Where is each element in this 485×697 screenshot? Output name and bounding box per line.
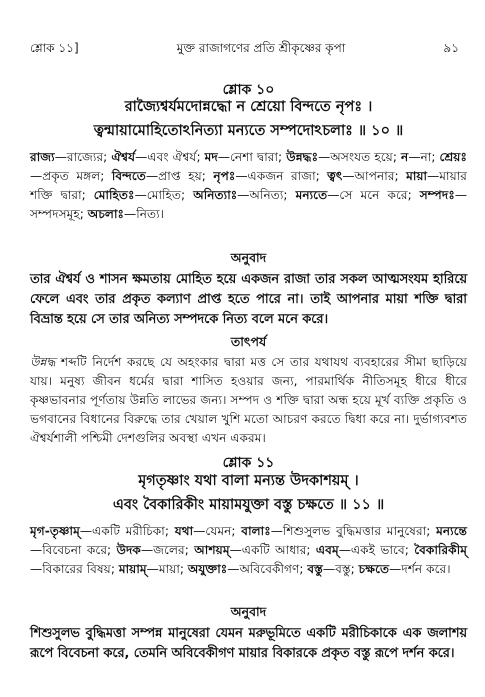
synonym-term: আশয়ম্ bbox=[194, 543, 230, 557]
synonym-meaning: একটি আধার; bbox=[241, 543, 316, 557]
synonym-term: মায়া bbox=[406, 169, 428, 183]
synonym-term: বিন্দতে bbox=[111, 169, 146, 183]
verse-11-translation-label: অনুবাদ bbox=[230, 604, 267, 619]
synonym-term: নৃপঃ bbox=[213, 169, 236, 183]
synonym-meaning: নেশা দ্বারা; bbox=[229, 150, 287, 164]
synonym-meaning: বিবেচনা করে; bbox=[42, 543, 117, 557]
verse-11-line-2: এবং বৈকারিকীং মায়ামযুক্তা বস্তু চক্ষতে ॥ ১১ ॥ bbox=[112, 497, 385, 513]
synonym-term: সম্পদঃ bbox=[419, 188, 455, 202]
synonym-term: মায়াম্ bbox=[118, 562, 147, 576]
synonym-term: ত্বৎ bbox=[327, 169, 343, 183]
synonym-meaning: অবিবেকীগণ; bbox=[239, 562, 308, 576]
verse-10-synonyms: রাজ্য—রাজ্যের; ঐশ্বর্য—এবং ঐশ্বর্য; মদ—নেশা দ্বারা; উন্নদ্ধঃ—অসংযত হয়ে; ন—না; শ্রেয়ঃ—প্রকৃত মঙ্গল; বিন্দতে—প্রাপ্ত হয়; নৃপঃ—একজন রাজা; ত্বৎ—আপনার; মায়া—মায়ার শক্তি দ্বারা; মোহিতঃ—মোহিত; অনিত্যাঃ—অনিত্য; মন্যতে—সে মনে করে; সম্পদঃ—সম্পদসমূহ; অচলাঃ—নিত্য। bbox=[30, 150, 468, 221]
header-verse-ref: শ্লোক ১১] bbox=[30, 41, 79, 55]
synonym-meaning: রাজ্যের; bbox=[66, 150, 112, 164]
synonym-term: রাজ্য bbox=[30, 150, 55, 164]
synonym-term: শ্রেয়ঃ bbox=[439, 150, 467, 164]
synonym-meaning: এবং ঐশ্বর্য; bbox=[147, 150, 205, 164]
page-number: ৯১ bbox=[443, 41, 459, 55]
synonym-term: মদ bbox=[204, 150, 218, 164]
synonym-term: চক্ষতে bbox=[358, 562, 390, 576]
synonym-meaning: জলের; bbox=[153, 543, 195, 557]
synonym-term: অযুক্তাঃ bbox=[187, 562, 228, 576]
synonym-meaning: মায়া; bbox=[158, 562, 188, 576]
synonym-term: বস্তু bbox=[307, 562, 323, 576]
synonym-meaning: অসংযত হয়ে; bbox=[330, 150, 402, 164]
synonym-meaning: প্রকৃত মঙ্গল; bbox=[42, 169, 112, 183]
synonym-meaning: আপনার; bbox=[354, 169, 407, 183]
synonym-term: বৈকারিকীম্ bbox=[414, 543, 467, 557]
synonym-meaning: মায়ার শক্তি দ্বারা; bbox=[30, 169, 467, 202]
synonym-meaning: মোহিত; bbox=[146, 188, 194, 202]
verse-10-purport bbox=[30, 353, 467, 448]
synonym-meaning: শিশুসুলভ বুদ্ধিমত্তার মানুষেরা; bbox=[282, 524, 437, 538]
verse-11-translation: শিশুসুলভ বুদ্ধিমত্তা সম্পন্ন মানুষেরা যেমন মরুভূমিতে একটি মরীচিকাকে এক জলাশয় রূপে বিবেচনা করে, তেমনি অবিবেকীগণ মায়ার বিকারকে প্রকৃত বস্তু রূপে দর্শন করে। bbox=[30, 626, 467, 661]
verse-10-line-2: ত্বন্মায়ামোহিতোঽনিত্যা মন্যতে সম্পদোঽচলাঃ ॥ ১০ ॥ bbox=[93, 123, 404, 139]
synonym-term: যথা bbox=[174, 524, 194, 538]
synonym-meaning: একজন রাজা; bbox=[247, 169, 328, 183]
synonym-meaning: দর্শন করে। bbox=[401, 562, 451, 576]
verse-10-translation-label: অনুবাদ bbox=[230, 250, 267, 265]
synonym-meaning: বিকারের বিষয়; bbox=[42, 562, 119, 576]
synonym-term: ন bbox=[401, 150, 409, 164]
page-header bbox=[30, 40, 459, 60]
verse-10-translation: তার ঐশ্বর্য ও শাসন ক্ষমতায় মোহিত হয়ে একজন রাজা তার সকল আত্মসংযম হারিয়ে ফেলে এবং তার প্রকৃত কল্যাণ প্রাপ্ত হতে পারে না। তাই আপনার মায়া শক্তি দ্বারা বিভ্রান্ত হয়ে সে তার অনিত্য সম্পদকে নিত্য বলে মনে করে। bbox=[30, 272, 467, 327]
synonym-meaning: না; bbox=[420, 150, 440, 164]
synonym-meaning: বস্তু; bbox=[335, 562, 359, 576]
purport-text: শব্দটি নির্দেশ করছে যে অহংকার দ্বারা মত্ত সে তার যথাযথ ব্যবহারের সীমা ছাড়িয়ে যায়। মনুষ্য জীবন ধর্মের দ্বারা শাসিত হওয়ার জন্য, পারমার্থিক নীতিসমূহ ধীরে ধীরে কৃষ্ণভাবনার পূর্ণতায় উন্নতি লাভের জন্য। সম্পদ ও শক্তি দ্বারা অন্ধ হয়ে মূর্খ ব্যক্তি প্রকৃতি ও ভগবানের বিধানের বিরুদ্ধে তার খেয়াল খুশি মতো আচরণ করতে দ্বিধা করে না। দুর্ভাগ্যবশত ঐশ্বর্যশালী পশ্চিমী দেশগুলির অবস্থা এখন একরম। bbox=[30, 355, 467, 445]
synonym-meaning: নিত্য। bbox=[136, 207, 165, 221]
verse-10-purport-label: তাৎপর্য bbox=[230, 334, 267, 349]
synonym-term: উন্নদ্ধঃ bbox=[286, 150, 319, 164]
purport-keyword: উন্নদ্ধ bbox=[30, 355, 56, 369]
synonym-term: এবম্ bbox=[315, 543, 339, 557]
synonym-meaning: প্রাপ্ত হয়; bbox=[158, 169, 214, 183]
synonym-meaning: সে মনে করে; bbox=[339, 188, 420, 202]
synonym-meaning: অনিত্য; bbox=[249, 188, 296, 202]
header-chapter-title: মুক্ত রাজাগণের প্রতি শ্রীকৃষ্ণের কৃপা bbox=[176, 41, 346, 55]
synonym-term: মোহিতঃ bbox=[93, 188, 135, 202]
verse-10-title: শ্লোক ১০ bbox=[222, 82, 275, 98]
synonym-meaning: সম্পদসমূহ; bbox=[30, 207, 88, 221]
synonym-meaning: একটি মরীচিকা; bbox=[92, 524, 175, 538]
synonym-term: অচলাঃ bbox=[87, 207, 125, 221]
verse-11-synonyms: মৃগ-তৃষ্ণাম্—একটি মরীচিকা; যথা—যেমন; বালাঃ—শিশুসুলভ বুদ্ধিমত্তার মানুষেরা; মন্যন্তে—বিবেচনা করে; উদক—জলের; আশয়ম্—একটি আধার; এবম্—একই ভাবে; বৈকারিকীম্—বিকারের বিষয়; মায়াম্—মায়া; অযুক্তাঃ—অবিবেকীগণ; বস্তু—বস্তু; চক্ষতে—দর্শন করে। bbox=[30, 524, 467, 576]
synonym-term: উদক bbox=[116, 543, 141, 557]
verse-10-line-1: রাজ্যৈশ্বর্যমদোন্নদ্ধো ন শ্রেয়ো বিন্দতে নৃপঃ । bbox=[124, 99, 373, 115]
synonym-term: মন্যন্তে bbox=[436, 524, 467, 538]
synonym-term: অনিত্যাঃ bbox=[193, 188, 238, 202]
synonym-term: ঐশ্বর্য bbox=[111, 150, 136, 164]
synonym-term: মন্যতে bbox=[295, 188, 328, 202]
verse-11-title: শ্লোক ১১ bbox=[222, 455, 275, 471]
synonym-meaning: যেমন; bbox=[205, 524, 242, 538]
synonym-term: মৃগ-তৃষ্ণাম্ bbox=[30, 524, 80, 538]
verse-11-line-1: মৃগতৃষ্ণাং যথা বালা মন্যন্ত উদকাশয়ম্ । bbox=[138, 473, 359, 489]
synonym-term: বালাঃ bbox=[241, 524, 271, 538]
synonym-meaning: একই ভাবে; bbox=[350, 543, 415, 557]
